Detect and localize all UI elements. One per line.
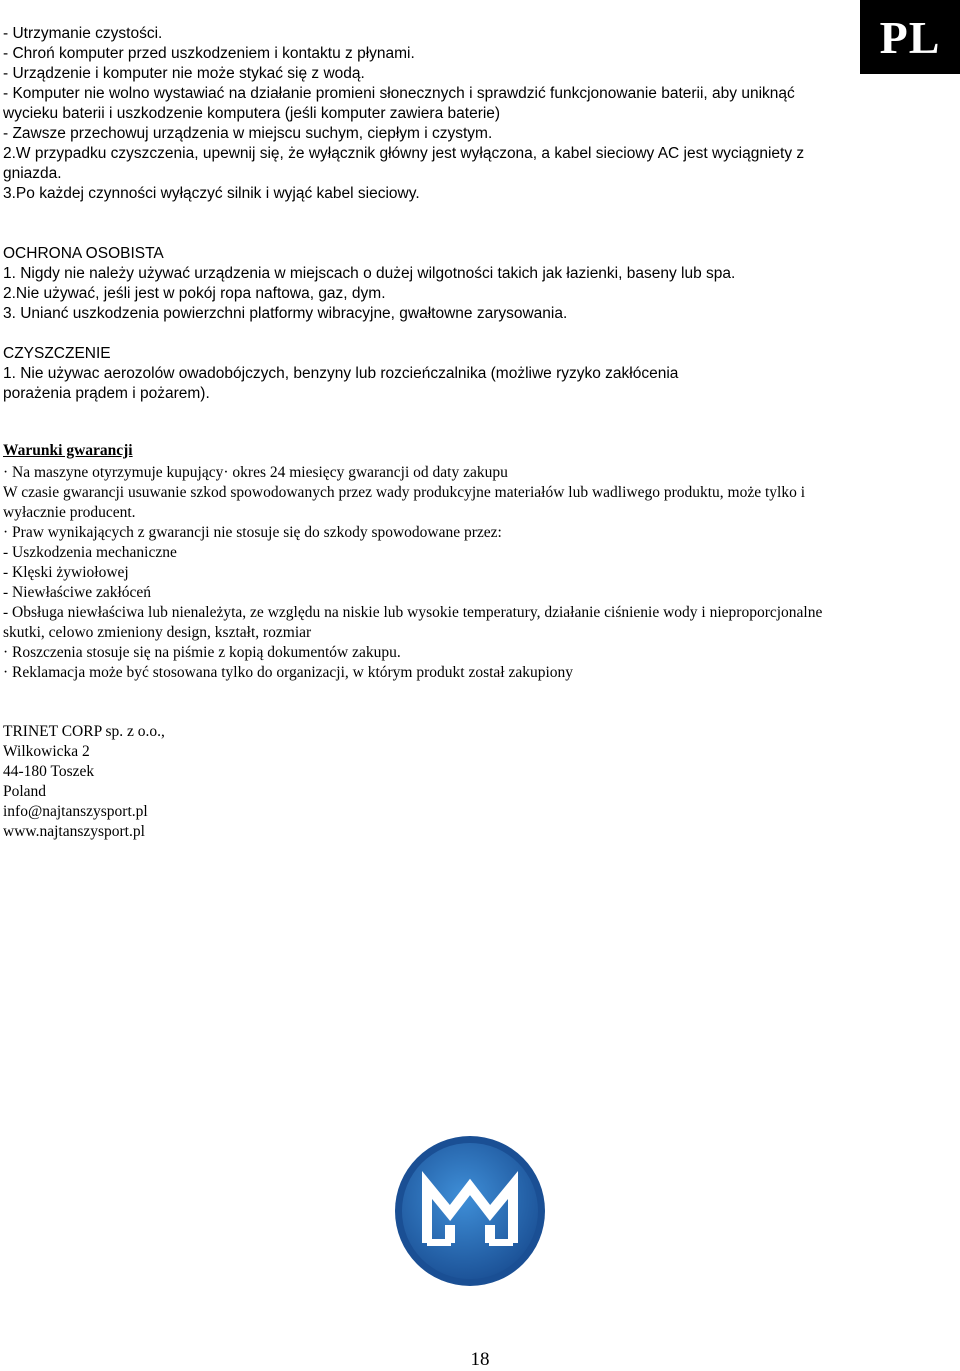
warranty-line: · Roszczenia stosuje się na piśmie z kopią dokumentów zakupu. xyxy=(3,644,401,661)
warranty-line: skutki, celowo zmieniony design, kształt, rozmiar xyxy=(3,624,312,641)
warranty-line: wyłacznie producent. xyxy=(3,504,136,521)
section-title-personal-protection: OCHRONA OSOBISTA xyxy=(3,245,164,262)
company-street: Wilkowicka 2 xyxy=(3,743,90,760)
warranty-line: W czasie gwarancji usuwanie szkod spowodowanych przez wady produkcyjne materiałów lub wadliwego produktu, może tylko i xyxy=(3,484,806,501)
company-email: info@najtanszysport.pl xyxy=(3,803,148,820)
cleaning-line: porażenia prądem i pożarem). xyxy=(3,385,210,402)
protection-line: 1. Nigdy nie należy używać urządzenia w miejscach o dużej wilgotności takich jak łazienki, baseny lub spa. xyxy=(3,265,736,282)
company-name: TRINET CORP sp. z o.o., xyxy=(3,723,165,740)
section-title-warranty: Warunki gwarancji xyxy=(3,442,133,459)
page-number: 18 xyxy=(470,1349,490,1370)
maintenance-line: - Utrzymanie czystości. xyxy=(3,25,163,42)
company-country: Poland xyxy=(3,783,47,800)
cleaning-line: 1. Nie używac aerozolów owadobójczych, benzyny lub rozcieńczalnika (możliwe ryzyko zakłócenia xyxy=(3,365,679,382)
maintenance-line: - Zawsze przechowuj urządzenia w miejscu suchym, ciepłym i czystym. xyxy=(3,125,493,142)
mm-logo xyxy=(394,1135,546,1287)
section-title-cleaning: CZYSZCZENIE xyxy=(3,345,111,362)
maintenance-line: wycieku baterii i uszkodzenie komputera (jeśli komputer zawiera baterie) xyxy=(3,105,501,122)
maintenance-line: - Chroń komputer przed uszkodzeniem i kontaktu z płynami. xyxy=(3,45,415,62)
warranty-line: · Praw wynikających z gwarancji nie stosuje się do szkody spowodowane przez: xyxy=(3,524,502,541)
warranty-line: · Reklamacja może być stosowana tylko do organizacji, w którym produkt został zakupiony xyxy=(3,664,574,681)
protection-line: 3. Unianć uszkodzenia powierzchni platformy wibracyjne, gwałtowne zarysowania. xyxy=(3,305,568,322)
maintenance-line: gniazda. xyxy=(3,165,62,182)
company-website: www.najtanszysport.pl xyxy=(3,823,145,840)
warranty-line: - Uszkodzenia mechaniczne xyxy=(3,544,177,561)
maintenance-line: 3.Po każdej czynności wyłączyć silnik i wyjąć kabel sieciowy. xyxy=(3,185,420,202)
protection-line: 2.Nie używać, jeśli jest w pokój ropa naftowa, gaz, dym. xyxy=(3,285,386,302)
maintenance-line: - Komputer nie wolno wystawiać na działanie promieni słonecznych i sprawdzić funkcjonowanie baterii, aby uniknąć xyxy=(3,85,795,102)
warranty-line: - Klęski żywiołowej xyxy=(3,564,129,581)
company-city: 44-180 Toszek xyxy=(3,763,95,780)
mm-logo-icon xyxy=(394,1135,546,1287)
warranty-line: · Na maszyne otyrzymuje kupujący· okres 24 miesięcy gwarancji od daty zakupu xyxy=(3,464,508,481)
maintenance-line: 2.W przypadku czyszczenia, upewnij się, że wyłącznik główny jest wyłączona, a kabel sieciowy AC jest wyciągniety z xyxy=(3,145,805,162)
warranty-line: - Niewłaściwe zakłóceń xyxy=(3,584,152,601)
language-badge: PL xyxy=(860,0,960,74)
maintenance-line: - Urządzenie i komputer nie może stykać się z wodą. xyxy=(3,65,365,82)
warranty-line: - Obsługa niewłaściwa lub nienależyta, ze względu na niskie lub wysokie temperatury, działanie ciśnienie wody i nieproporcjonalne xyxy=(3,604,823,621)
